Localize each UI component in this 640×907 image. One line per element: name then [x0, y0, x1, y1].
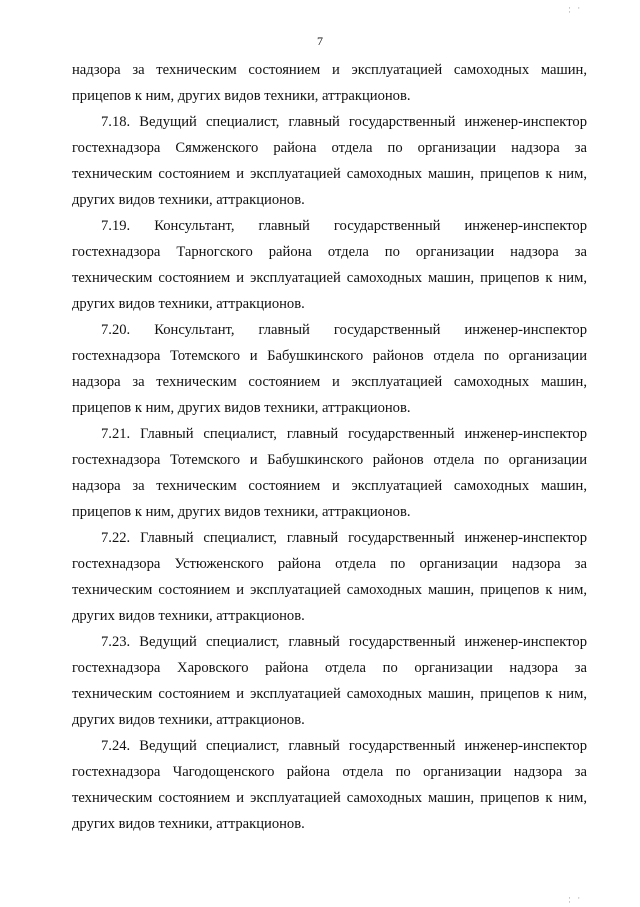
text-line: других видов техники, аттракционов. [72, 712, 305, 728]
paragraph [72, 57, 587, 109]
document-body [72, 57, 587, 837]
text-line: 7.21. Главный специалист, главный государственный инженер-инспектор [101, 426, 587, 442]
paragraph [72, 213, 587, 317]
text-line: надзора за техническим состоянием и эксплуатацией самоходных машин, [72, 62, 587, 78]
text-line: гостехнадзора Тотемского и Бабушкинского районов отдела по организации [72, 348, 587, 364]
text-line: техническим состоянием и эксплуатацией самоходных машин, прицепов к ним, [72, 790, 587, 806]
paragraph [72, 733, 587, 837]
paragraph [72, 317, 587, 421]
text-line: 7.24. Ведущий специалист, главный государственный инженер-инспектор [101, 738, 587, 754]
text-line: надзора за техническим состоянием и эксплуатацией самоходных машин, [72, 478, 587, 494]
scan-artifact-top: · · · [568, 3, 583, 17]
text-line: техническим состоянием и эксплуатацией самоходных машин, прицепов к ним, [72, 582, 587, 598]
text-line: гостехнадзора Устюженского района отдела по организации надзора за [72, 556, 587, 572]
text-line: 7.20. Консультант, главный государственный инженер-инспектор [101, 322, 587, 338]
text-line: гостехнадзора Сямженского района отдела по организации надзора за [72, 140, 587, 156]
scan-artifact-bottom: · · · [568, 893, 583, 907]
text-line: гостехнадзора Чагодощенского района отдела по организации надзора за [72, 764, 587, 780]
page-number: 7 [317, 34, 323, 48]
text-line: гостехнадзора Харовского района отдела по организации надзора за [72, 660, 587, 676]
text-line: других видов техники, аттракционов. [72, 192, 305, 208]
text-line: других видов техники, аттракционов. [72, 816, 305, 832]
text-line: надзора за техническим состоянием и эксплуатацией самоходных машин, [72, 374, 587, 390]
text-line: гостехнадзора Тарногского района отдела по организации надзора за [72, 244, 587, 260]
text-line: других видов техники, аттракционов. [72, 296, 305, 312]
text-line: других видов техники, аттракционов. [72, 608, 305, 624]
text-line: 7.18. Ведущий специалист, главный государственный инженер-инспектор [101, 114, 587, 130]
text-line: прицепов к ним, других видов техники, аттракционов. [72, 504, 411, 520]
text-line: 7.23. Ведущий специалист, главный государственный инженер-инспектор [101, 634, 587, 650]
text-line: прицепов к ним, других видов техники, аттракционов. [72, 400, 411, 416]
text-line: 7.22. Главный специалист, главный государственный инженер-инспектор [101, 530, 587, 546]
paragraph [72, 421, 587, 525]
paragraph [72, 525, 587, 629]
text-line: техническим состоянием и эксплуатацией самоходных машин, прицепов к ним, [72, 166, 587, 182]
paragraph [72, 109, 587, 213]
text-line: 7.19. Консультант, главный государственный инженер-инспектор [101, 218, 587, 234]
paragraph [72, 629, 587, 733]
text-line: техническим состоянием и эксплуатацией самоходных машин, прицепов к ним, [72, 686, 587, 702]
text-line: гостехнадзора Тотемского и Бабушкинского районов отдела по организации [72, 452, 587, 468]
text-line: техническим состоянием и эксплуатацией самоходных машин, прицепов к ним, [72, 270, 587, 286]
text-line: прицепов к ним, других видов техники, аттракционов. [72, 88, 411, 104]
